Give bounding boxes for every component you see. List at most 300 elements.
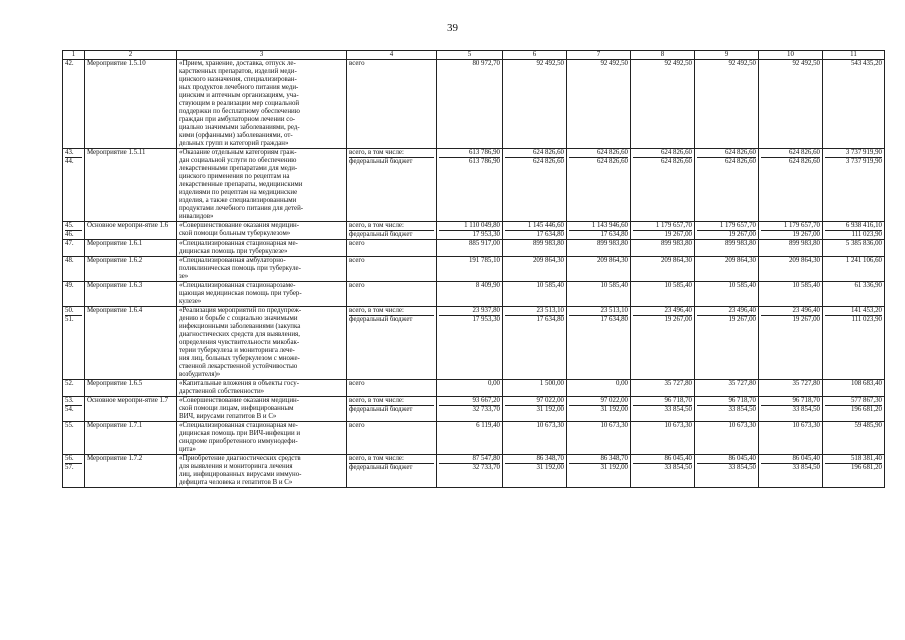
amount-value: 32 733,70	[439, 405, 500, 414]
funding-source-line: федеральный бюджет	[349, 315, 434, 324]
amount-cell	[759, 307, 823, 380]
row-number-line: 45.	[65, 222, 74, 229]
amount-cell	[631, 282, 695, 307]
measure-description	[177, 397, 347, 422]
measure-description	[177, 240, 347, 257]
description-line: ской помощи больным туберкулезом»	[179, 230, 291, 237]
description-line: «Капитальные вложения в объекты госу-	[179, 380, 300, 387]
description-line: дан социальной услуги по обеспечению	[179, 157, 297, 164]
amount-value: 19 267,00	[633, 230, 692, 239]
amount-value: 108 683,40	[850, 380, 882, 387]
amount-cell	[823, 222, 885, 240]
amount-cell	[631, 422, 695, 455]
amount-cell	[823, 455, 885, 488]
amount-value: 19 267,00	[697, 315, 756, 324]
amount-value: 885 917,00	[468, 240, 500, 247]
amount-cell	[759, 222, 823, 240]
description-line: возбудителя)»	[179, 371, 221, 378]
amount-cell	[823, 397, 885, 422]
amount-value: 17 634,80	[569, 230, 628, 239]
amount-value: 0,00	[615, 380, 628, 387]
amount-value: 3 737 919,90	[845, 149, 882, 156]
row-number	[63, 60, 85, 149]
description-line: цинского применения по рецептам на	[179, 173, 290, 180]
amount-value: 624 826,60	[596, 149, 628, 156]
description-line: поликлиническая помощь при туберкуле-	[179, 265, 301, 272]
amount-value: 59 485,90	[854, 422, 882, 429]
amount-value: 209 864,30	[660, 257, 692, 264]
amount-cell	[631, 149, 695, 222]
amount-value: 92 492,50	[600, 60, 628, 67]
description-line: лекарственными препаратами для меди-	[179, 165, 298, 172]
description-line: карственных препаратов, изделий меди-	[179, 68, 297, 75]
amount-cell	[759, 257, 823, 282]
amount-value: 93 667,20	[472, 397, 500, 404]
table-row	[63, 380, 885, 397]
funding-source	[347, 222, 437, 240]
measure-description	[177, 257, 347, 282]
amount-value: 96 718,70	[728, 397, 756, 404]
row-number-line: 48.	[65, 257, 74, 264]
amount-value: 33 854,50	[633, 405, 692, 414]
amount-value: 624 826,60	[788, 149, 820, 156]
amount-cell	[503, 397, 567, 422]
description-line: циально значимыми заболеваниями, ред-	[179, 124, 300, 131]
amount-value: 23 513,10	[600, 307, 628, 314]
row-number	[63, 397, 85, 422]
row-number-line: 56.	[65, 455, 74, 462]
amount-value: 1 500,00	[539, 380, 564, 387]
description-line: синдроме приобретенного иммунодефи-	[179, 438, 298, 445]
amount-value: 899 983,80	[532, 240, 564, 247]
amount-value: 86 045,40	[728, 455, 756, 462]
table-row	[63, 60, 885, 149]
column-header-8: 8	[631, 51, 695, 60]
amount-value: 23 496,40	[792, 307, 820, 314]
amount-value: 196 681,20	[825, 463, 882, 472]
amount-cell	[437, 380, 503, 397]
row-number	[63, 307, 85, 380]
amount-value: 10 585,40	[728, 282, 756, 289]
amount-cell	[503, 380, 567, 397]
description-line: дению и борьбе с социально значимыми	[179, 315, 298, 322]
description-line: «Прием, хранение, доставка, отпуск ле-	[179, 60, 296, 67]
row-number-line: 52.	[65, 380, 74, 387]
amount-value: 31 192,00	[505, 463, 564, 472]
amount-cell	[503, 149, 567, 222]
measure-name: Мероприятие 1.6.3	[85, 282, 177, 307]
amount-cell	[503, 240, 567, 257]
row-number-line: 42.	[65, 60, 74, 67]
amount-value: 141 453,20	[850, 307, 882, 314]
description-line: цинским и аптечным организациям, уча-	[179, 92, 299, 99]
description-line: продуктами лечебного питания для детей-	[179, 205, 304, 212]
description-line: ственной лекарственной устойчивостью	[179, 363, 298, 370]
column-header-5: 5	[437, 51, 503, 60]
funding-source-line: всего, в том числе:	[349, 455, 404, 462]
amount-value: 23 496,40	[664, 307, 692, 314]
amount-cell	[437, 307, 503, 380]
amount-cell	[437, 222, 503, 240]
amount-cell	[759, 240, 823, 257]
amount-value: 35 727,80	[792, 380, 820, 387]
row-number-line: 43.	[65, 149, 74, 156]
amount-cell	[503, 307, 567, 380]
amount-cell	[503, 422, 567, 455]
column-header-9: 9	[695, 51, 759, 60]
measure-name: Мероприятие 1.7.1	[85, 422, 177, 455]
row-number-line: 47.	[65, 240, 74, 247]
funding-source-line: всего	[349, 422, 365, 429]
amount-cell	[823, 257, 885, 282]
measure-name: Мероприятие 1.6.1	[85, 240, 177, 257]
amount-value: 92 492,50	[728, 60, 756, 67]
table-row	[63, 422, 885, 455]
row-number-line: 50.	[65, 307, 74, 314]
amount-value: 899 983,80	[596, 240, 628, 247]
amount-value: 10 585,40	[792, 282, 820, 289]
description-line: ния лиц, больных туберкулезом с множе-	[179, 355, 300, 362]
row-number-line: 54.	[65, 405, 82, 414]
program-funding-table	[62, 50, 885, 488]
amount-value: 624 826,60	[569, 157, 628, 166]
funding-source-line: всего	[349, 380, 365, 387]
funding-source	[347, 60, 437, 149]
measure-name: Мероприятие 1.5.10	[85, 60, 177, 149]
amount-cell	[567, 380, 631, 397]
amount-value: 92 492,50	[792, 60, 820, 67]
description-line: инфекционными заболеваниями (закупка	[179, 323, 301, 330]
description-line: ской помощи лицам, инфицированным	[179, 405, 294, 412]
amount-value: 5 385 836,00	[845, 240, 882, 247]
amount-value: 1 179 657,70	[655, 222, 692, 229]
row-number-line: 55.	[65, 422, 74, 429]
column-number-row	[63, 51, 885, 60]
description-line: «Приобретение диагностических средств	[179, 455, 301, 462]
amount-value: 10 673,30	[600, 422, 628, 429]
description-line: дицинская помощь при туберкулезе»	[179, 248, 288, 255]
row-number-line: 57.	[65, 463, 82, 472]
amount-cell	[437, 240, 503, 257]
measure-name: Основное меропри-ятие 1.6	[85, 222, 177, 240]
amount-value: 19 267,00	[761, 315, 820, 324]
column-header-6: 6	[503, 51, 567, 60]
amount-value: 1 179 657,70	[783, 222, 820, 229]
amount-value: 19 267,00	[697, 230, 756, 239]
amount-cell	[503, 282, 567, 307]
measure-name: Мероприятие 1.6.5	[85, 380, 177, 397]
row-number	[63, 282, 85, 307]
amount-cell	[759, 60, 823, 149]
funding-source-line: всего	[349, 240, 365, 247]
description-line: «Специализированная амбулаторно-	[179, 257, 286, 264]
amount-value: 209 864,30	[724, 257, 756, 264]
amount-value: 518 381,40	[850, 455, 882, 462]
amount-cell	[823, 307, 885, 380]
amount-value: 97 022,00	[536, 397, 564, 404]
amount-cell	[631, 307, 695, 380]
description-line: дефицита человека и гепатитов В и С»	[179, 479, 293, 486]
measure-description	[177, 149, 347, 222]
description-line: «Совершенствование оказания медицин-	[179, 397, 300, 404]
table-row	[63, 282, 885, 307]
amount-value: 0,00	[487, 380, 500, 387]
amount-value: 209 864,30	[788, 257, 820, 264]
amount-cell	[695, 307, 759, 380]
amount-value: 19 267,00	[633, 315, 692, 324]
amount-cell	[503, 60, 567, 149]
amount-value: 23 513,10	[536, 307, 564, 314]
description-line: инвалидов»	[179, 213, 214, 220]
amount-value: 33 854,50	[697, 405, 756, 414]
amount-cell	[567, 149, 631, 222]
table-row	[63, 257, 885, 282]
amount-value: 86 045,40	[664, 455, 692, 462]
amount-value: 80 972,70	[472, 60, 500, 67]
amount-value: 23 496,40	[728, 307, 756, 314]
amount-cell	[695, 380, 759, 397]
amount-value: 577 867,30	[850, 397, 882, 404]
description-line: «Реализация мероприятий по предупреж-	[179, 307, 302, 314]
funding-source	[347, 397, 437, 422]
amount-cell	[695, 422, 759, 455]
column-header-11: 11	[823, 51, 885, 60]
amount-cell	[759, 282, 823, 307]
amount-value: 23 937,80	[472, 307, 500, 314]
amount-cell	[823, 422, 885, 455]
description-line: «Специализированная стационарозаме-	[179, 282, 296, 289]
amount-cell	[437, 282, 503, 307]
amount-cell	[695, 240, 759, 257]
amount-value: 33 854,50	[761, 405, 820, 414]
amount-cell	[503, 455, 567, 488]
amount-value: 624 826,60	[761, 157, 820, 166]
amount-cell	[567, 240, 631, 257]
amount-value: 10 585,40	[664, 282, 692, 289]
amount-value: 624 826,60	[697, 157, 756, 166]
amount-value: 31 192,00	[505, 405, 564, 414]
amount-cell	[695, 257, 759, 282]
description-line: «Оказание отдельным категориям граж-	[179, 149, 297, 156]
amount-value: 17 953,30	[439, 230, 500, 239]
amount-value: 613 786,90	[439, 157, 500, 166]
amount-cell	[503, 222, 567, 240]
amount-cell	[567, 257, 631, 282]
amount-cell	[823, 240, 885, 257]
table-row	[63, 149, 885, 222]
column-header-7: 7	[567, 51, 631, 60]
row-number-line: 46.	[65, 230, 82, 239]
amount-cell	[567, 282, 631, 307]
amount-cell	[631, 257, 695, 282]
description-line: диагностических средств для выявления,	[179, 331, 300, 338]
funding-source-line: всего	[349, 257, 365, 264]
table-row	[63, 222, 885, 240]
amount-value: 209 864,30	[532, 257, 564, 264]
amount-value: 1 145 446,60	[527, 222, 564, 229]
amount-value: 17 953,30	[439, 315, 500, 324]
row-number	[63, 149, 85, 222]
amount-value: 33 854,50	[633, 463, 692, 472]
description-line: кулезе»	[179, 298, 202, 305]
table-body	[63, 60, 885, 488]
description-line: «Специализированная стационарная ме-	[179, 240, 298, 247]
funding-source	[347, 307, 437, 380]
description-line: зе»	[179, 273, 189, 280]
column-header-3: 3	[177, 51, 347, 60]
amount-value: 87 547,80	[472, 455, 500, 462]
description-line: изделия, а также специализированными	[179, 197, 297, 204]
amount-cell	[823, 149, 885, 222]
amount-value: 35 727,80	[664, 380, 692, 387]
funding-source	[347, 380, 437, 397]
description-line: дицинская помощь при ВИЧ-инфекции и	[179, 430, 301, 437]
amount-cell	[437, 60, 503, 149]
amount-value: 6 938 416,10	[845, 222, 882, 229]
description-line: дельных групп и категорий граждан»	[179, 140, 289, 147]
description-line: «Совершенствование оказания медицин-	[179, 222, 300, 229]
amount-value: 33 854,50	[697, 463, 756, 472]
funding-source	[347, 422, 437, 455]
amount-value: 1 179 657,70	[719, 222, 756, 229]
column-header-10: 10	[759, 51, 823, 60]
description-line: граждан при амбулаторном лечении со-	[179, 116, 296, 123]
funding-source	[347, 149, 437, 222]
funding-source-line: всего, в том числе:	[349, 307, 404, 314]
amount-cell	[695, 397, 759, 422]
row-number-line: 49.	[65, 282, 74, 289]
amount-value: 1 143 946,60	[591, 222, 628, 229]
amount-cell	[437, 455, 503, 488]
amount-cell	[695, 149, 759, 222]
row-number	[63, 455, 85, 488]
table-row	[63, 307, 885, 380]
description-line: изделиями по рецептам на медицинские	[179, 189, 298, 196]
amount-cell	[759, 149, 823, 222]
row-number	[63, 380, 85, 397]
funding-source-line: федеральный бюджет	[349, 230, 434, 239]
funding-source-line: всего, в том числе:	[349, 222, 404, 229]
amount-cell	[503, 257, 567, 282]
amount-cell	[567, 60, 631, 149]
amount-value: 1 241 106,60	[845, 257, 882, 264]
amount-value: 61 336,90	[854, 282, 882, 289]
amount-cell	[759, 455, 823, 488]
amount-value: 111 023,90	[825, 315, 882, 324]
funding-source	[347, 257, 437, 282]
amount-cell	[695, 60, 759, 149]
measure-description	[177, 222, 347, 240]
amount-cell	[437, 149, 503, 222]
funding-source-line: всего	[349, 282, 365, 289]
amount-value: 97 022,00	[600, 397, 628, 404]
amount-value: 86 348,70	[536, 455, 564, 462]
column-header-2: 2	[85, 51, 177, 60]
amount-value: 10 673,30	[664, 422, 692, 429]
amount-value: 1 110 049,80	[464, 222, 500, 229]
funding-source-line: всего, в том числе:	[349, 149, 404, 156]
amount-value: 191 785,10	[468, 257, 500, 264]
amount-cell	[695, 282, 759, 307]
funding-source-line: всего	[349, 60, 365, 67]
row-number	[63, 422, 85, 455]
funding-source	[347, 282, 437, 307]
funding-source-line: федеральный бюджет	[349, 157, 434, 166]
amount-cell	[437, 422, 503, 455]
measure-description	[177, 307, 347, 380]
amount-value: 10 673,30	[536, 422, 564, 429]
amount-cell	[823, 380, 885, 397]
column-header-4: 4	[347, 51, 437, 60]
amount-cell	[567, 222, 631, 240]
row-number-line: 51.	[65, 315, 82, 324]
amount-cell	[631, 60, 695, 149]
amount-value: 111 023,90	[825, 230, 882, 239]
funding-source-line: федеральный бюджет	[349, 463, 434, 472]
amount-cell	[631, 397, 695, 422]
row-number-line: 53.	[65, 397, 74, 404]
amount-cell	[631, 240, 695, 257]
description-line: цита»	[179, 446, 196, 453]
description-line: цинского назначения, специализирован-	[179, 76, 297, 83]
amount-cell	[759, 397, 823, 422]
amount-value: 92 492,50	[664, 60, 692, 67]
amount-value: 31 192,00	[569, 463, 628, 472]
amount-value: 35 727,80	[728, 380, 756, 387]
amount-value: 624 826,60	[633, 157, 692, 166]
row-number	[63, 257, 85, 282]
amount-cell	[631, 380, 695, 397]
amount-value: 86 045,40	[792, 455, 820, 462]
table-row	[63, 455, 885, 488]
measure-description	[177, 455, 347, 488]
amount-cell	[695, 455, 759, 488]
amount-value: 31 192,00	[569, 405, 628, 414]
row-number	[63, 222, 85, 240]
description-line: дарственной собственности»	[179, 388, 265, 395]
description-line: определения чувствительности микобак-	[179, 339, 300, 346]
funding-source	[347, 455, 437, 488]
amount-value: 624 826,60	[505, 157, 564, 166]
measure-description	[177, 380, 347, 397]
amount-value: 10 673,30	[728, 422, 756, 429]
column-header-1: 1	[63, 51, 85, 60]
amount-value: 32 733,70	[439, 463, 500, 472]
amount-value: 96 718,70	[792, 397, 820, 404]
description-line: лиц, инфицированных вирусами иммуно-	[179, 471, 302, 478]
measure-description	[177, 282, 347, 307]
amount-value: 196 681,20	[825, 405, 882, 414]
measure-name: Мероприятие 1.6.2	[85, 257, 177, 282]
amount-value: 6 119,40	[476, 422, 500, 429]
amount-value: 3 737 919,90	[825, 157, 882, 166]
amount-value: 17 634,80	[505, 230, 564, 239]
amount-cell	[759, 422, 823, 455]
measure-name: Основное меропри-ятие 1.7	[85, 397, 177, 422]
amount-cell	[823, 60, 885, 149]
description-line: лекарственные препараты, медицинскими	[179, 181, 303, 188]
amount-cell	[567, 397, 631, 422]
description-line: ВИЧ, вирусами гепатитов В и С»	[179, 413, 277, 420]
amount-cell	[823, 282, 885, 307]
amount-cell	[437, 257, 503, 282]
table-row	[63, 397, 885, 422]
amount-cell	[631, 455, 695, 488]
amount-value: 613 786,90	[468, 149, 500, 156]
amount-cell	[631, 222, 695, 240]
measure-name: Мероприятие 1.5.11	[85, 149, 177, 222]
measure-description	[177, 422, 347, 455]
